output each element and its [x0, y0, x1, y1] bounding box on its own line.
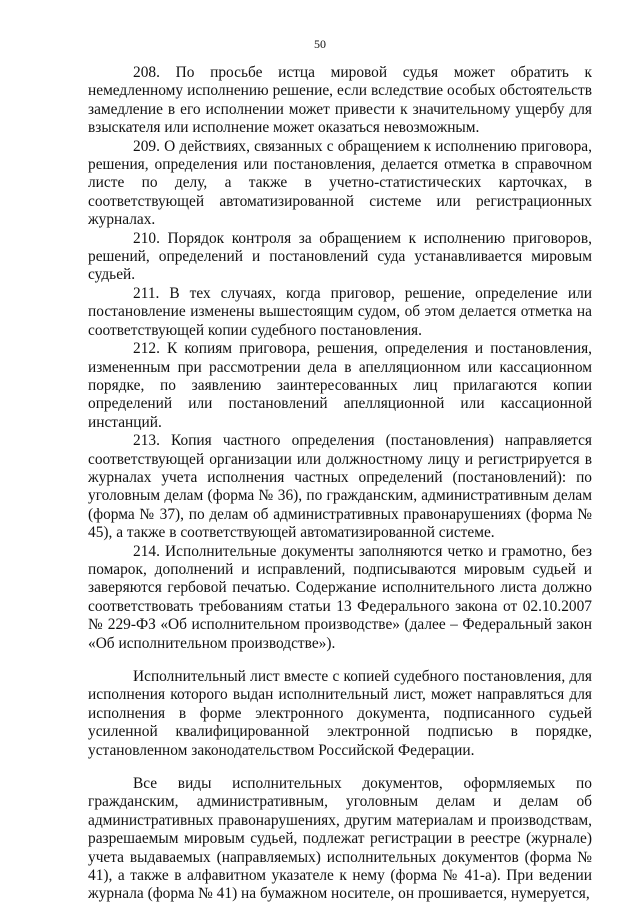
page-number: 50	[314, 37, 326, 51]
paragraph-electronic-submission: Исполнительный лист вместе с копией судебного постановления, для исполнения которого выдан исполнительный лист, может направляться для исполнения в форме электронного документа, подписанного судьей усиленной квалифицированной электронной подписью в порядке, установленном законодательством Российской Федерации.	[88, 668, 592, 759]
paragraph-213: 213. Копия частного определения (постановления) направляется соответствующей организации или должностному лицу и регистрируется в журналах учета исполнения частных определений (постановлений): по уголовным делам (форма № 36), по гражданским, административным делам (форма № 37), по делам об административных правонарушениях (форма № 45), а также в соответствующей автоматизированной системе.	[88, 432, 592, 542]
paragraph-212: 212. К копиям приговора, решения, определения и постановления, измененным при рассмотрении дела в апелляционном или кассационном порядке, по заявлению заинтересованных лиц прилагаются копии определений или постановлений апелляционной или кассационной инстанций.	[88, 340, 592, 431]
paragraph-208: 208. По просьбе истца мировой судья может обратить к немедленному исполнению решение, если вследствие особых обстоятельств замедление в его исполнении может привести к значительному ущербу для взыскателя или исполнение может оказаться невозможным.	[88, 64, 592, 137]
paragraph-214: 214. Исполнительные документы заполняются четко и грамотно, без помарок, дополнений и исправлений, подписываются мировым судьей и заверяются гербовой печатью. Содержание исполнительного листа должно соответствовать требованиям статьи 13 Федерального закона от 02.10.2007 № 229-ФЗ «Об исполнительном производстве» (далее – Федеральный закон «Об исполнительном производстве»).	[88, 542, 592, 652]
paragraph-211: 211. В тех случаях, когда приговор, решение, определение или постановление изменены вышестоящим судом, об этом делается отметка на соответствующей копии судебного постановления.	[88, 284, 592, 339]
paragraph-209: 209. О действиях, связанных с обращением к исполнению приговора, решения, определения или постановления, делается отметка в справочном листе по делу, а также в учетно-статистических карточках, в соответствующей автоматизированной системе или регистрационных журналах.	[88, 137, 592, 229]
paragraph-registration: Все виды исполнительных документов, оформляемых по гражданским, административным, уголовным делам и делам об административных правонарушениях, другим материалам и производствам, разрешаемым мировым судьей, подлежат регистрации в реестре (журнале) учета выдаваемых (направляемых) исполнительных документов (форма № 41), а также в алфавитном указателе к нему (форма № 41-а). При ведении журнала (форма № 41) на бумажном носителе, он прошивается, нумеруется,	[88, 775, 592, 903]
paragraph-210: 210. Порядок контроля за обращением к исполнению приговоров, решений, определений и постановлений суда устанавливается мировым судьей.	[88, 229, 592, 284]
document-body	[88, 64, 592, 904]
